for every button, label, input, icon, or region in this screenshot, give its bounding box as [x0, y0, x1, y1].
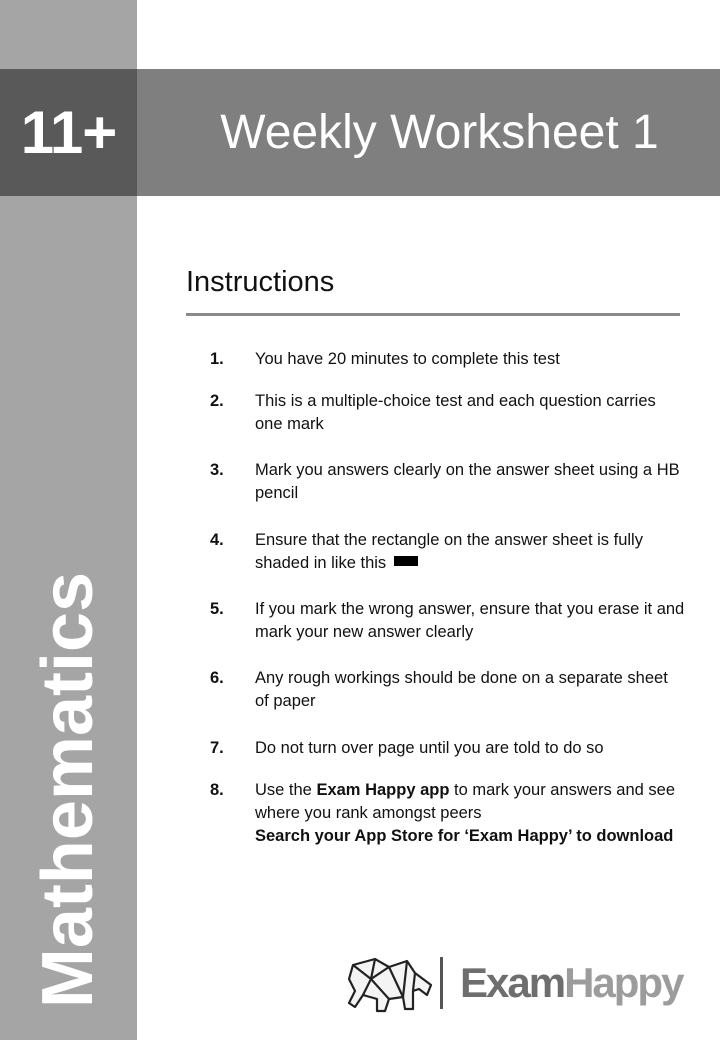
subject-label: Mathematics: [28, 571, 108, 1009]
worksheet-title: Weekly Worksheet 1: [220, 106, 659, 159]
item-text-after: to mark your answers and see where you rank amongst peers: [255, 781, 676, 822]
shaded-rectangle-example: [394, 556, 418, 566]
app-store-cta: Search your App Store for ‘Exam Happy’ to download: [255, 827, 674, 845]
item-number: 3.: [210, 461, 224, 479]
item-number: 2.: [210, 392, 224, 410]
instructions-heading: Instructions: [186, 266, 335, 298]
item-number: 1.: [210, 350, 224, 368]
item-text: Mark you answers clearly on the answer sheet using a HB pencil: [255, 461, 680, 502]
brand-name-part2: Happy: [564, 959, 683, 1006]
elephant-origami-icon: [345, 955, 435, 1013]
item-text: Do not turn over page until you are told to do so: [255, 739, 604, 757]
item-number: 8.: [210, 781, 224, 799]
item-text-before: Use the: [255, 781, 317, 799]
app-name: Exam Happy app: [316, 781, 450, 799]
item-number: 6.: [210, 669, 224, 687]
brand-name-part1: Exam: [460, 959, 565, 1006]
item-text: Ensure that the rectangle on the answer sheet is fully shaded in like this: [255, 531, 643, 572]
level-label: 11+: [20, 99, 117, 166]
item-text: This is a multiple-choice test and each question carries one mark: [255, 392, 656, 433]
item-text: If you mark the wrong answer, ensure that you erase it and mark your new answer clearly: [255, 600, 685, 641]
item-text: You have 20 minutes to complete this test: [255, 350, 560, 368]
item-number: 5.: [210, 600, 224, 618]
item-number: 4.: [210, 531, 224, 549]
brand-wordmark: [460, 959, 682, 1007]
brand-logo: [345, 955, 695, 1015]
brand-divider: [440, 957, 443, 1009]
heading-divider: [186, 313, 680, 316]
item-number: 7.: [210, 739, 224, 757]
item-text: Any rough workings should be done on a separate sheet of paper: [255, 669, 668, 710]
